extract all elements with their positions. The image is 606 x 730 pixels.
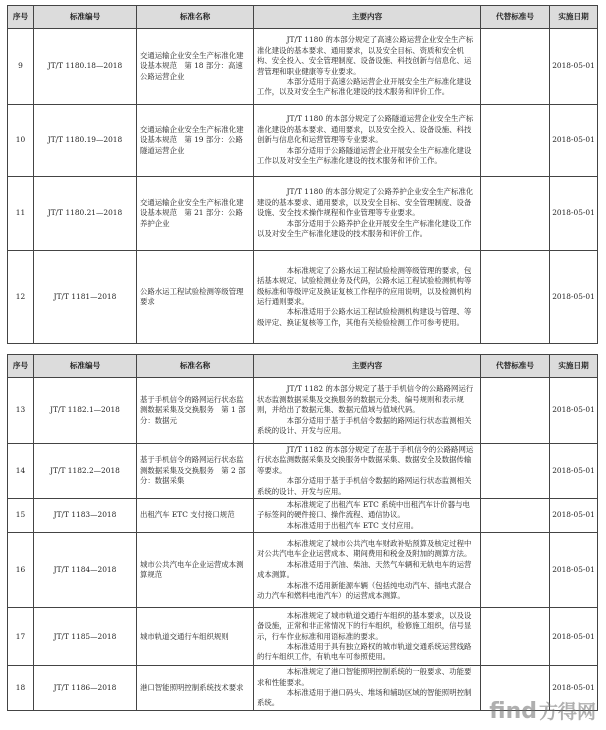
cell-seq: 13 xyxy=(8,378,34,444)
cell-name: 交通运输企业安全生产标准化建设基本规范 第 18 部分：高速公路运营企业 xyxy=(137,29,254,105)
content-paragraph: 本标准适用于出租汽车 ETC 支付应用。 xyxy=(286,520,419,530)
standards-table-1 xyxy=(7,5,598,344)
cell-name: 基于手机信令的路网运行状态监测数据采集及交换服务 第 1 部分：数据元 xyxy=(137,378,254,444)
table-row xyxy=(8,444,598,499)
content-paragraph: 本标准适用于汽油、柴油、天然气车辆和无轨电车的运营成本测算。 xyxy=(257,559,472,580)
cell-code: JT/T 1184—2018 xyxy=(34,533,137,608)
content-paragraph: 本标准规定了公路水运工程试验检测等级管理的要求，包括基本规定、试验检测业务及代码，公路水运工程试验检测机构等级标准和等级评定及换证复核工作程序的应用说明，以及检测机构运行通则要求。 xyxy=(257,265,472,306)
cell-seq: 16 xyxy=(8,533,34,608)
content-paragraph: 本标准不适用新能源车辆（包括纯电动汽车、插电式混合动力汽车和燃料电池汽车）的运营成本测算。 xyxy=(257,580,472,601)
cell-seq: 11 xyxy=(8,177,34,251)
header-seq: 序号 xyxy=(8,6,34,29)
content-paragraph: 本部分适用于基于手机信令数据的路网运行状态监测相关系统的设计、开发与应用。 xyxy=(257,476,472,496)
cell-content xyxy=(254,533,481,608)
content-paragraph: 本标准适用于公路水运工程试验检测机构建设与管理、等级评定、换证复核等工作，其他有关检验检测工作可参考使用。 xyxy=(257,307,472,327)
cell-date: 2018-05-01 xyxy=(550,499,598,533)
header-content: 主要内容 xyxy=(254,6,481,29)
cell-replace xyxy=(481,29,550,105)
cell-date: 2018-05-01 xyxy=(550,608,598,666)
cell-name: 交通运输企业安全生产标准化建设基本规范 第 19 部分：公路隧道运营企业 xyxy=(137,105,254,177)
cell-content xyxy=(254,29,481,105)
header-date: 实施日期 xyxy=(550,355,598,378)
content-paragraph: 本标准规定了出租汽车 ETC 系统中出租汽车计价器与电子标签间的硬件接口、操作流程、通信协议。 xyxy=(257,500,470,520)
cell-date: 2018-05-01 xyxy=(550,105,598,177)
cell-date: 2018-05-01 xyxy=(550,177,598,251)
content-paragraph: 本部分适用于高速公路运营企业开展安全生产标准化建设工作，以及对安全生产标准化建设的技术服务和评价工作。 xyxy=(257,76,472,97)
cell-code: JT/T 1182.2—2018 xyxy=(34,444,137,499)
standards-table-2 xyxy=(7,354,598,711)
table-row xyxy=(8,251,598,344)
table-2-body xyxy=(8,378,598,711)
cell-replace xyxy=(481,608,550,666)
header-name: 标准名称 xyxy=(137,6,254,29)
cell-code: JT/T 1182.1—2018 xyxy=(34,378,137,444)
cell-name: 城市轨道交通行车组织规则 xyxy=(137,608,254,666)
watermark-logo xyxy=(489,697,596,724)
cell-date: 2018-05-01 xyxy=(550,29,598,105)
content-paragraph: 本标准规定了城市公共汽电车财政补贴预算及核定过程中对公共汽电车企业运营成本、期间费用和税金及附加的测算方法。 xyxy=(257,539,472,559)
cell-replace xyxy=(481,444,550,499)
cell-name: 公路水运工程试验检测等级管理要求 xyxy=(137,251,254,344)
cell-seq: 9 xyxy=(8,29,34,105)
content-paragraph: JT/T 1180 的本部分规定了公路隧道运营企业安全生产标准化建设的基本要求、通用要求，以及安全投入、设备设施、科技创新与信息化和运营管理等专业要求。 xyxy=(257,114,474,145)
cell-replace xyxy=(481,378,550,444)
content-paragraph: JT/T 1182 的本部分规定了基于手机信令的公路路网运行状态监测数据采集及交换服务的数据元分类、编号规则和表示规则，并给出了数据元集、数据元值域与值域代码。 xyxy=(257,384,474,415)
table-row xyxy=(8,105,598,177)
cell-content xyxy=(254,666,481,711)
header-date: 实施日期 xyxy=(550,6,598,29)
content-paragraph: 本部分适用于公路隧道运营企业开展安全生产标准化建设工作以及对安全生产标准化建设的技术服务和评价工作。 xyxy=(257,145,472,166)
cell-date: 2018-05-01 xyxy=(550,251,598,344)
header-replace: 代替标准号 xyxy=(481,6,550,29)
table-header-row xyxy=(8,355,598,378)
table-row xyxy=(8,29,598,105)
cell-content xyxy=(254,105,481,177)
cell-name: 交通运输企业安全生产标准化建设基本规范 第 21 部分：公路养护企业 xyxy=(137,177,254,251)
header-replace: 代替标准号 xyxy=(481,355,550,378)
header-content: 主要内容 xyxy=(254,355,481,378)
content-paragraph: 本标准规定了城市轨道交通行车组织的基本要求，以及设备设施，正常和非正常情况下的行车组织，检修施工组织，信号显示，行车作业标准和用语标准的要求。 xyxy=(257,610,472,641)
cell-name: 城市公共汽电车企业运营成本测算规范 xyxy=(137,533,254,608)
table-row xyxy=(8,499,598,533)
watermark-cn: 方得网 xyxy=(538,701,596,723)
content-paragraph: 本标准适用于港口码头、堆场和辅助区域的智能照明控制系统。 xyxy=(257,688,472,708)
cell-date: 2018-05-01 xyxy=(550,666,598,711)
watermark-latin: find xyxy=(489,699,537,724)
cell-name: 出租汽车 ETC 支付接口规范 xyxy=(137,499,254,533)
cell-replace xyxy=(481,533,550,608)
cell-name: 基于手机信令的路网运行状态监测数据采集及交换服务 第 2 部分：数据采集 xyxy=(137,444,254,499)
cell-code: JT/T 1183—2018 xyxy=(34,499,137,533)
cell-seq: 17 xyxy=(8,608,34,666)
table-header-row xyxy=(8,6,598,29)
content-paragraph: JT/T 1180 的本部分规定了高速公路运营企业安全生产标准化建设的基本要求、通用要求，以及安全目标、资质和安全机构、安全投入、安全管理制度、设备设施、科技创新与信息化、运营管理和职业健康等专业要求。 xyxy=(257,35,474,76)
table-row xyxy=(8,608,598,666)
header-name: 标准名称 xyxy=(137,355,254,378)
content-paragraph: 本标准规定了港口智能照明控制系统的一般要求、功能要求和性能要求。 xyxy=(257,667,472,687)
cell-replace xyxy=(481,251,550,344)
table-row xyxy=(8,177,598,251)
header-seq: 序号 xyxy=(8,355,34,378)
cell-seq: 12 xyxy=(8,251,34,344)
cell-date: 2018-05-01 xyxy=(550,444,598,499)
cell-content xyxy=(254,499,481,533)
content-paragraph: 本部分适用于基于手机信令数据的路网运行状态监测相关系统的设计、开发与应用。 xyxy=(257,415,472,436)
cell-code: JT/T 1186—2018 xyxy=(34,666,137,711)
cell-replace xyxy=(481,105,550,177)
header-code: 标准编号 xyxy=(34,6,137,29)
cell-content xyxy=(254,444,481,499)
cell-code: JT/T 1185—2018 xyxy=(34,608,137,666)
cell-seq: 14 xyxy=(8,444,34,499)
cell-seq: 18 xyxy=(8,666,34,711)
table-1-body xyxy=(8,29,598,344)
table-row xyxy=(8,378,598,444)
cell-replace xyxy=(481,499,550,533)
cell-name: 港口智能照明控制系统技术要求 xyxy=(137,666,254,711)
cell-content xyxy=(254,608,481,666)
cell-date: 2018-05-01 xyxy=(550,533,598,608)
header-code: 标准编号 xyxy=(34,355,137,378)
cell-seq: 10 xyxy=(8,105,34,177)
content-paragraph: JT/T 1182 的本部分规定了在基于手机信令的公路路网运行状态监测数据采集及交换服务中数据采集、数据安全及数据传输等要求。 xyxy=(257,445,474,475)
cell-content xyxy=(254,177,481,251)
cell-content xyxy=(254,378,481,444)
cell-seq: 15 xyxy=(8,499,34,533)
cell-replace xyxy=(481,177,550,251)
cell-code: JT/T 1180.18—2018 xyxy=(34,29,137,105)
cell-content xyxy=(254,251,481,344)
cell-date: 2018-05-01 xyxy=(550,378,598,444)
cell-code: JT/T 1180.21—2018 xyxy=(34,177,137,251)
content-paragraph: JT/T 1180 的本部分规定了公路养护企业安全生产标准化建设的基本要求、通用要求，以及安全目标、安全管理制度、设备设施、安全技术操作规程和作业管理等专业要求。 xyxy=(257,187,474,218)
table-row xyxy=(8,533,598,608)
content-paragraph: 本标准适用于具有独立路权的城市轨道交通系统运营线路的行车组织工作，有轨电车可参照使用。 xyxy=(257,641,472,662)
cell-code: JT/T 1180.19—2018 xyxy=(34,105,137,177)
content-paragraph: 本部分适用于公路养护企业开展安全生产标准化建设工作以及对安全生产标准化建设的技术服务和评价工作。 xyxy=(257,218,472,239)
cell-code: JT/T 1181—2018 xyxy=(34,251,137,344)
